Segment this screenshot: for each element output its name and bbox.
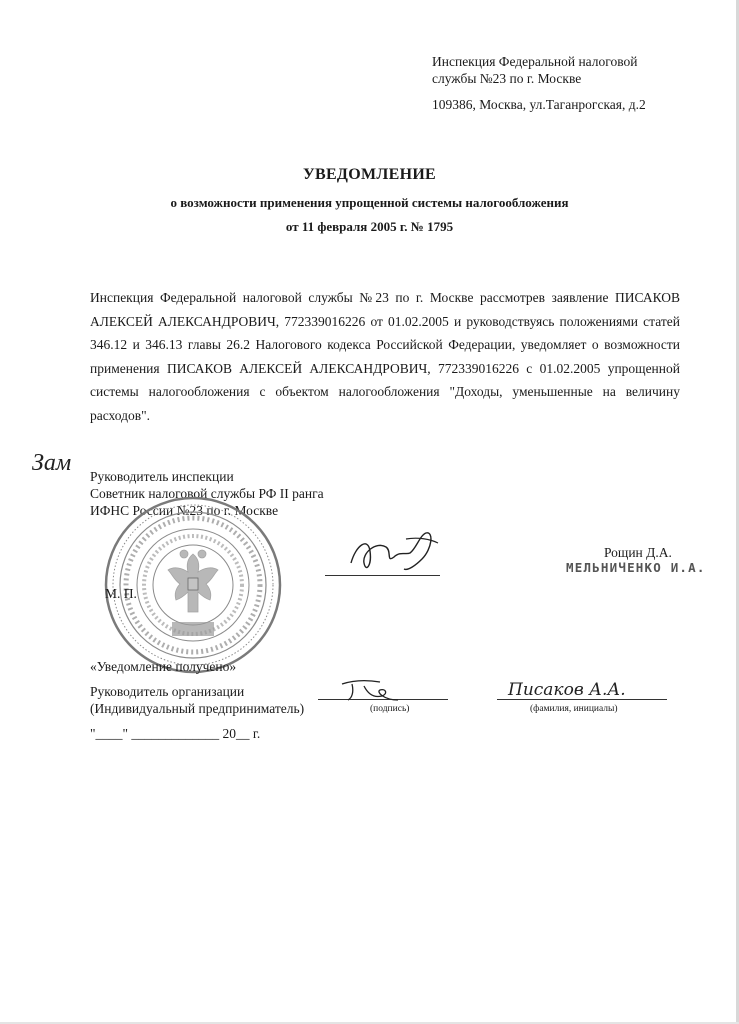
recipient-line2: службы №23 по г. Москве — [432, 71, 582, 86]
notice-subtitle: о возможности применения упрощенной системы налогообложения — [170, 195, 569, 210]
caption-name: (фамилия, инициалы) — [530, 704, 618, 714]
received-label: «Уведомление получено» — [90, 659, 237, 674]
notice-title: УВЕДОМЛЕНИЕ — [302, 166, 437, 183]
notice-body: Инспекция Федеральной налоговой службы №23 по г. Москве рассмотрев заявление ПИСАКОВ АЛЕКСЕЙ АЛЕКСАНДРОВИЧ, 772339016226 от 01.02.2005 и руководствуясь положениями статей 346.12 и 346.13 главы 26.2 Налогового кодекса Российской Федерации, уведомляет о возможности применения ПИСАКОВ АЛЕКСЕЙ АЛЕКСАНДРОВИЧ, 772339016226 с 01.02.2005 упрощенной системы налогообложения с объектом налогообложения "Доходы, уменьшенные на величину расходов". — [90, 290, 680, 423]
org-head-line1: Руководитель организации — [90, 684, 245, 699]
mp-label: М. П. — [105, 586, 137, 601]
caption-signature: (подпись) — [370, 704, 410, 714]
inspector-signature — [346, 525, 441, 580]
name-stamp: МЕЛЬНИЧЕНКО И.А. — [566, 560, 706, 575]
recipient-block — [432, 53, 646, 113]
official-seal-stamp — [102, 494, 284, 676]
recipient-line1: Инспекция Федеральной налоговой — [432, 54, 638, 69]
notice-date-number: от 11 февраля 2005 г. № 1795 — [285, 219, 454, 234]
org-head-line2: (Индивидуальный предприниматель) — [90, 701, 305, 716]
recipient-handwritten-name-text: Писаков А.А. — [508, 680, 626, 700]
recipient-handwritten-name — [500, 675, 680, 703]
signer-line2: Советник налоговой службы РФ II ранга — [90, 486, 324, 501]
org-head-block — [90, 683, 304, 717]
signer-line1: Руководитель инспекции — [90, 469, 234, 484]
director-name: Рощин Д.А. — [604, 545, 672, 560]
recipient-address: 109386, Москва, ул.Таганрогская, д.2 — [432, 97, 646, 112]
handwritten-note: Зам — [32, 450, 72, 476]
recipient-signature — [340, 676, 410, 704]
signer-line3: ИФНС России №23 по г. Москве — [90, 503, 279, 518]
receipt-date-line: "____" _____________ 20__ г. — [90, 726, 261, 741]
